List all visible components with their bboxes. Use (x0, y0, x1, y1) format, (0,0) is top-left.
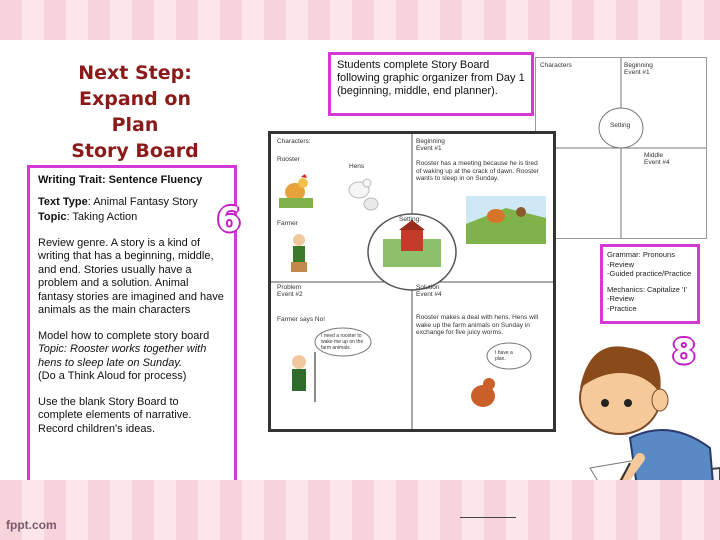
title-line-3: Story Board (71, 140, 199, 162)
farmer-label: Farmer (277, 220, 298, 227)
mechanics-practice: -Practice (607, 303, 637, 313)
setting-label: Setting: (399, 216, 422, 223)
footer-divider (460, 517, 516, 518)
hens-label: Hens (349, 163, 365, 170)
beginning-text: Rooster has a meeting because he is tired of waking up at the crack of dawn. Rooster wants to sleep in on Sunday. (416, 160, 539, 182)
grammar-mechanics-box (600, 244, 700, 324)
grammar-practice: -Guided practice/Practice (607, 269, 692, 278)
footer-brand: fppt.com (6, 518, 57, 532)
mechanics-heading: Mechanics: Capitalize 'I' (607, 284, 687, 294)
beginning-title: Beginning (416, 138, 445, 145)
characters-label: Characters: (277, 138, 311, 145)
rooster-label: Rooster (277, 156, 300, 163)
topic-label: Topic (38, 211, 67, 223)
title-line-2: Expand on Plan (79, 88, 191, 136)
hen-speech-bubble: I have a plan. (495, 350, 513, 362)
blank-characters: Characters (540, 62, 572, 69)
model-line: Model how to complete story board (38, 329, 210, 342)
text-type-label: Text Type (38, 195, 88, 208)
title-line-1: Next Step: (78, 62, 192, 84)
slide-title (60, 60, 210, 164)
solution-text: Rooster makes a deal with hens. Hens will wake up the farm animals on Sunday in exchange for five juicy worms. (416, 314, 539, 336)
footer-stripes (0, 480, 720, 540)
lesson-instructions-box (27, 165, 237, 483)
farmer-says: Farmer says No! (277, 316, 326, 323)
farmer-speech-bubble: I need a rooster to wake me up on the farm animals. (321, 333, 364, 351)
beginning-event: Event #1 (416, 145, 442, 152)
think-aloud: (Do a Think Aloud for process) (38, 370, 187, 382)
solution-event: Event #4 (416, 291, 442, 298)
blank-board-instruction: Use the blank Story Board to complete elements of narrative. Record children's ideas. (38, 395, 192, 435)
blank-event-1: Event #1 (624, 69, 650, 76)
text-type (38, 196, 226, 210)
students-instruction-box: Students complete Story Board following graphic organizer from Day 1 (beginning, middle, end planner). (328, 52, 534, 116)
filled-story-board (268, 131, 556, 432)
grammar-heading: Grammar: Pronouns (607, 250, 675, 259)
text-type-value: : Animal Fantasy Story (87, 195, 198, 208)
solution-title: Solution (416, 284, 440, 291)
topic (38, 211, 226, 225)
blank-board-lines (536, 58, 706, 238)
step-number-6: 6 (217, 200, 241, 240)
step-number-8: 8 (672, 332, 696, 372)
problem-event: Event #2 (277, 291, 303, 298)
blank-middle: Middle (644, 152, 664, 159)
blank-event-4: Event #4 (644, 159, 670, 166)
topic-value: : Taking Action (66, 211, 138, 223)
model-topic: Topic: Rooster works together with hens to sleep late on Sunday. (38, 343, 207, 369)
blank-setting: Setting (610, 122, 631, 129)
blank-beginning: Beginning (624, 62, 653, 69)
review-genre: Review genre. A story is a kind of writing that has a beginning, middle, and end. Stories usually have a problem and a solution. Animal fantasy stories are imagined and have animals as the main characters (38, 236, 224, 316)
model-section (38, 330, 226, 384)
writing-trait: Writing Trait: Sentence Fluency (38, 174, 203, 186)
mechanics-review: -Review (607, 294, 635, 303)
problem-title: Problem (277, 284, 302, 291)
grammar-review: -Review (607, 259, 635, 269)
blank-story-board (535, 57, 707, 239)
